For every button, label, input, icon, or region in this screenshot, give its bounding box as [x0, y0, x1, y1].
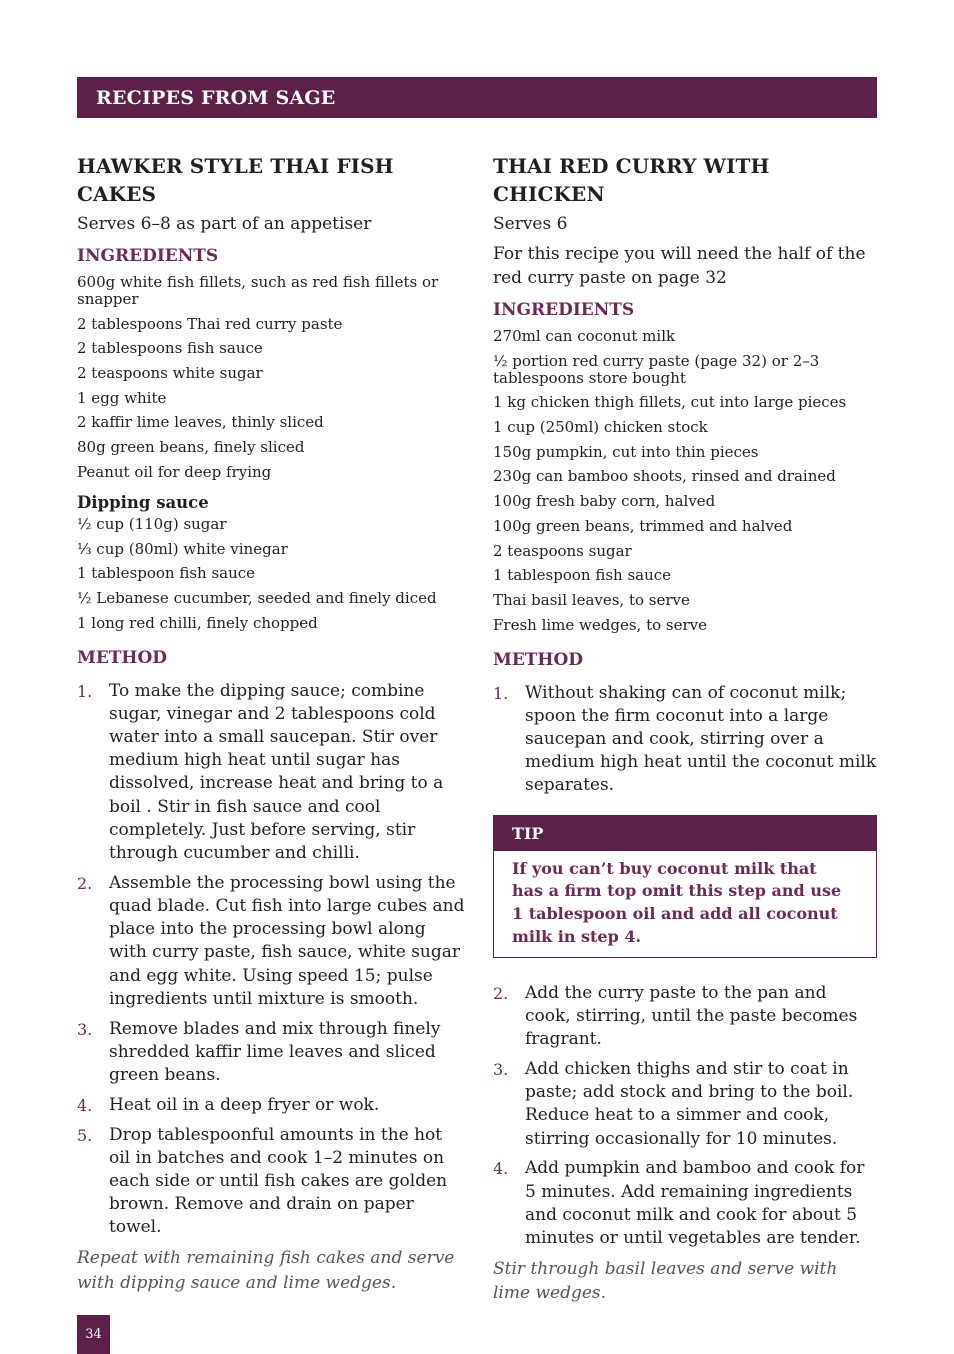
step-text: Add pumpkin and bamboo and cook for 5 minutes. Add remaining ingredients and coconut milk and cook for about 5 minutes or until vegetables are tender.	[525, 1158, 865, 1248]
method-step	[77, 872, 467, 1011]
page-number-badge	[77, 1315, 110, 1354]
ingredient-item: 100g green beans, trimmed and halved	[493, 516, 793, 535]
step-text: Assemble the processing bowl using the quad blade. Cut fish into large cubes and place into the processing bowl along with curry paste, fish sauce, white sugar and egg white. Using speed 15; pulse ingredients until mixture is smooth.	[109, 872, 465, 1009]
recipe-intro: For this recipe you will need the half of the red curry paste on page 32	[493, 244, 866, 288]
dipping-sauce-list	[77, 516, 467, 632]
banner-title: RECIPES FROM SAGE	[96, 86, 336, 109]
left-recipe-column	[77, 152, 467, 1295]
tip-heading: TIP	[494, 816, 876, 851]
step-text: Without shaking can of coconut milk; spoon the firm coconut into a large saucepan and cook, stirring over a medium high heat until the coconut milk separates.	[525, 682, 877, 796]
ingredient-item: ⅓ cup (80ml) white vinegar	[77, 539, 288, 558]
ingredient-item: Peanut oil for deep frying	[77, 462, 272, 481]
step-number: 5.	[77, 1125, 93, 1145]
section-banner	[77, 77, 877, 118]
ingredient-item: 1 egg white	[77, 388, 167, 407]
dipping-sauce-heading: Dipping sauce	[77, 492, 209, 512]
tip-box	[493, 815, 877, 958]
ingredients-list	[493, 328, 877, 634]
ingredient-item: 1 tablespoon fish sauce	[493, 566, 672, 585]
step-text: Add chicken thighs and stir to coat in paste; add stock and bring to the boil. Reduce heat to a simmer and cook, stirring occasionally for 10 minutes.	[525, 1058, 854, 1149]
ingredient-item: 100g fresh baby corn, halved	[493, 492, 716, 511]
method-steps	[77, 680, 467, 1240]
ingredient-item: 2 tablespoons Thai red curry paste	[77, 314, 343, 333]
step-number: 4.	[493, 1159, 509, 1179]
ingredient-item: 270ml can coconut milk	[493, 327, 676, 345]
page-number: 34	[85, 1327, 102, 1342]
ingredient-item: ½ cup (110g) sugar	[77, 514, 227, 533]
method-step	[493, 982, 877, 1052]
recipe-title: THAI RED CURRY WITH CHICKEN	[493, 154, 770, 206]
ingredient-item: 1 kg chicken thigh fillets, cut into large pieces	[493, 393, 847, 412]
ingredient-item: ½ portion red curry paste (page 32) or 2–3 tablespoons store bought	[493, 351, 820, 387]
ingredient-item: 150g pumpkin, cut into thin pieces	[493, 442, 759, 461]
recipe-title: HAWKER STYLE THAI FISH CAKES	[77, 154, 394, 206]
ingredients-heading: INGREDIENTS	[77, 246, 219, 266]
ingredient-item: 2 teaspoons white sugar	[77, 364, 263, 383]
ingredient-item: 2 kaffir lime leaves, thinly sliced	[77, 413, 324, 432]
ingredient-item: Fresh lime wedges, to serve	[493, 615, 707, 634]
ingredient-item: 1 long red chilli, finely chopped	[77, 613, 318, 632]
ingredient-item: 2 teaspoons sugar	[493, 541, 632, 560]
ingredient-item: Thai basil leaves, to serve	[493, 590, 690, 609]
step-text: To make the dipping sauce; combine sugar, vinegar and 2 tablespoons cold water into a small saucepan. Stir over medium high heat until sugar has dissolved, increase heat and bring to a boil . Stir in fish sauce and cool completely. Just before serving, stir through cucumber and chilli.	[109, 680, 444, 863]
ingredient-item: 600g white fish fillets, such as red fish fillets or snapper	[77, 273, 439, 308]
step-text: Drop tablespoonful amounts in the hot oil in batches and cook 1–2 minutes on each side or until fish cakes are golden brown. Remove and drain on paper towel.	[109, 1124, 448, 1238]
right-recipe-column	[493, 152, 877, 1306]
method-step	[493, 682, 877, 798]
serves-text: Serves 6	[493, 214, 568, 234]
step-text: Heat oil in a deep fryer or wok.	[109, 1094, 380, 1115]
step-number: 3.	[77, 1019, 93, 1039]
ingredient-item: 230g can bamboo shoots, rinsed and drained	[493, 467, 836, 486]
ingredient-item: 1 cup (250ml) chicken stock	[493, 418, 708, 437]
step-number: 4.	[77, 1095, 93, 1115]
method-heading: METHOD	[493, 649, 584, 670]
method-step	[493, 1058, 877, 1151]
method-steps	[493, 682, 877, 798]
step-text: Add the curry paste to the pan and cook, stirring, until the paste becomes fragrant.	[525, 982, 858, 1050]
closing-note: Repeat with remaining fish cakes and serve with dipping sauce and lime wedges.	[77, 1248, 455, 1293]
step-number: 1.	[493, 683, 509, 703]
ingredient-item: 2 tablespoons fish sauce	[77, 339, 263, 358]
ingredients-list	[77, 274, 467, 481]
method-steps-continued	[493, 982, 877, 1250]
method-step	[77, 680, 467, 866]
method-step	[77, 1018, 467, 1088]
step-number: 3.	[493, 1059, 509, 1079]
step-number: 2.	[77, 873, 93, 893]
step-number: 2.	[493, 983, 509, 1003]
method-step	[77, 1124, 467, 1240]
ingredients-heading: INGREDIENTS	[493, 300, 635, 320]
method-heading: METHOD	[77, 647, 168, 668]
method-step	[77, 1094, 467, 1117]
step-text: Remove blades and mix through finely shredded kaffir lime leaves and sliced green beans.	[109, 1018, 441, 1085]
tip-text: If you can’t buy coconut milk that has a firm top omit this step and use 1 tablespoon oil and add all coconut milk in step 4.	[512, 858, 842, 946]
ingredient-item: 80g green beans, finely sliced	[77, 438, 305, 457]
closing-note: Stir through basil leaves and serve with lime wedges.	[493, 1258, 838, 1304]
ingredient-item: ½ Lebanese cucumber, seeded and finely diced	[77, 588, 437, 607]
method-step	[493, 1157, 877, 1250]
ingredient-item: 1 tablespoon fish sauce	[77, 564, 256, 583]
step-number: 1.	[77, 681, 93, 701]
serves-text: Serves 6–8 as part of an appetiser	[77, 214, 372, 234]
